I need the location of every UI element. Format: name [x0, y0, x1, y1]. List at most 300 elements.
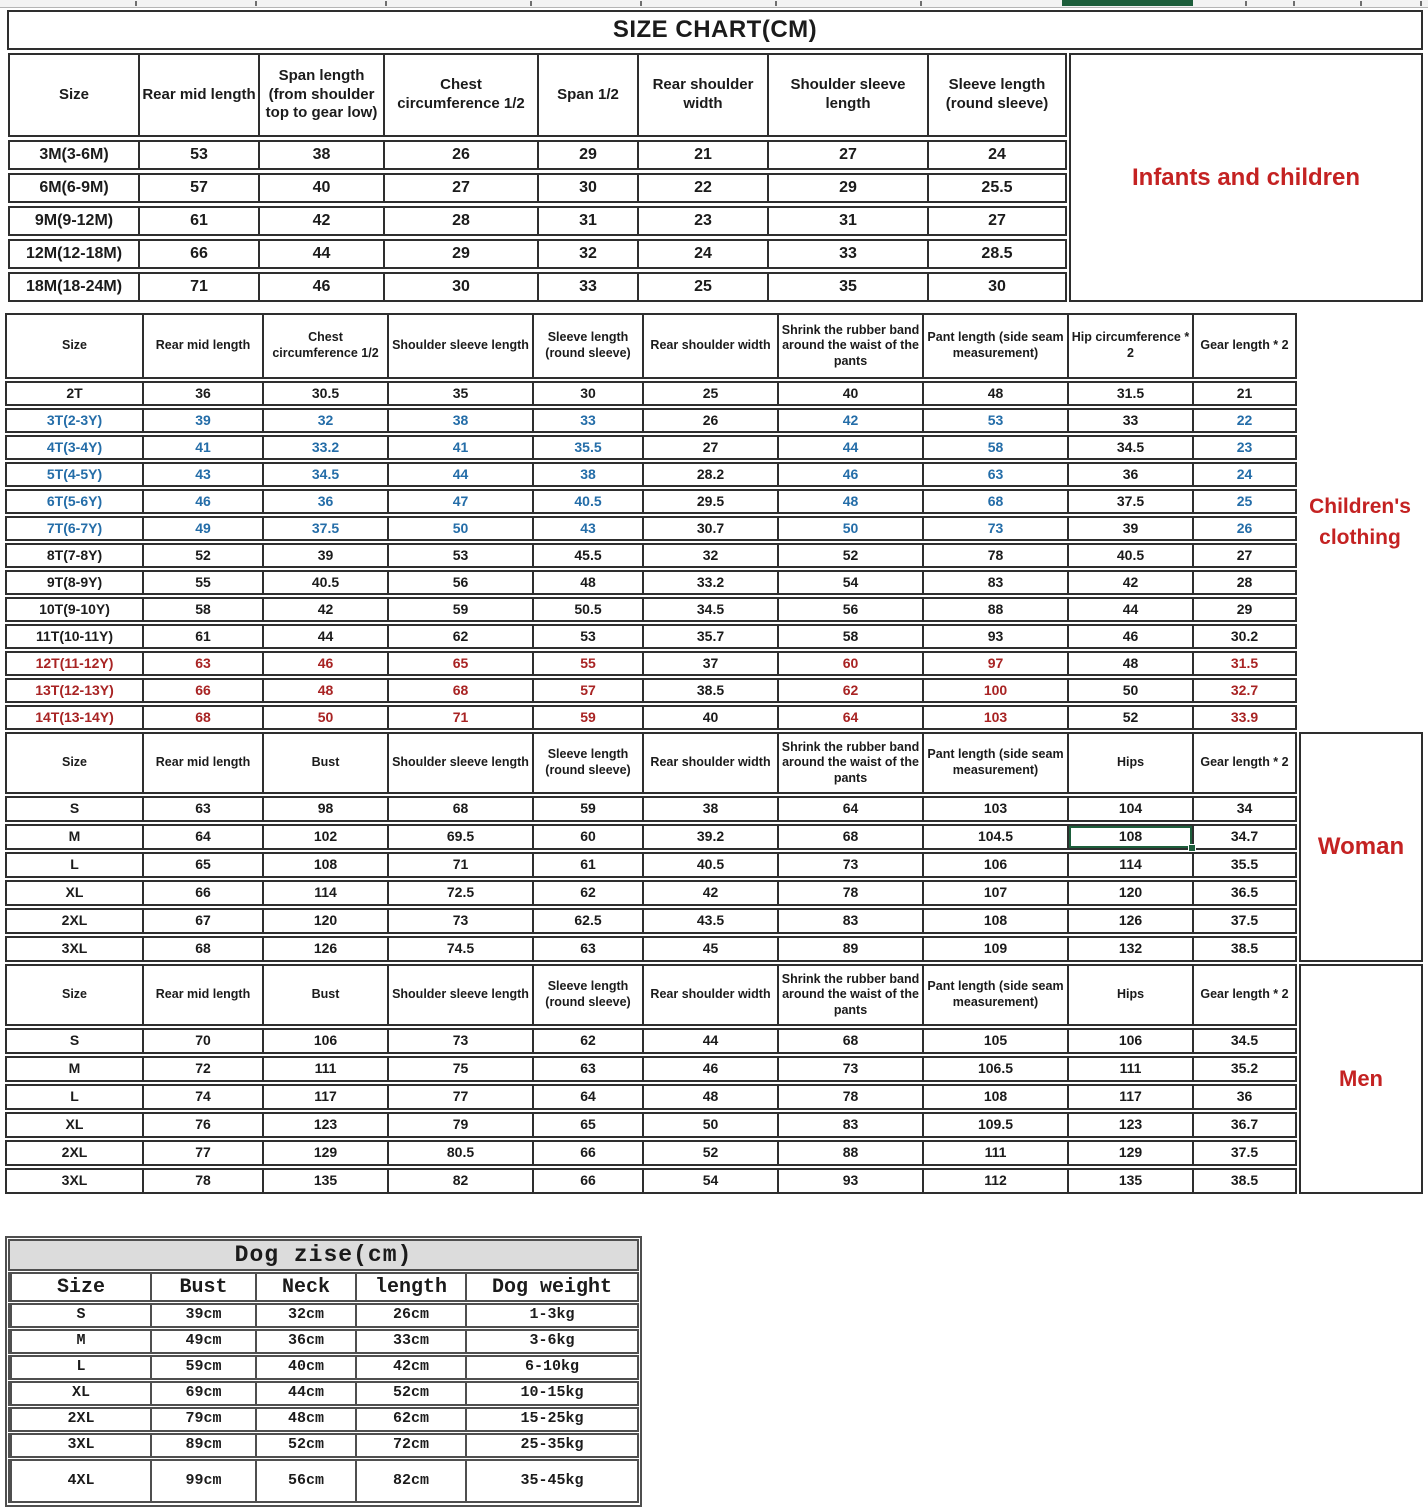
table-cell: 75 [387, 1058, 532, 1080]
table-cell: 61 [138, 208, 258, 234]
table-cell: 29 [537, 142, 637, 168]
table-cell: 59cm [150, 1357, 255, 1378]
table-cell: 129 [1067, 1142, 1192, 1164]
table-cell: 62 [777, 680, 922, 701]
row-size-label: 14T(13-14Y) [35, 708, 114, 725]
table-row [8, 173, 1067, 203]
column-header: Hips [1067, 966, 1192, 1024]
table-row [8, 239, 1067, 269]
table-cell: 31 [537, 208, 637, 234]
row-size-label: 13T(12-13Y) [35, 681, 114, 698]
table-cell: 59 [532, 707, 642, 728]
table-cell: 33.9 [1192, 707, 1295, 728]
table-cell: 38 [532, 464, 642, 485]
spreadsheet-grid-strip [0, 0, 1428, 8]
table-row [5, 852, 1297, 878]
table-cell: 30.2 [1192, 626, 1295, 647]
table-cell: 69cm [150, 1383, 255, 1404]
row-size-label: 5T(4-5Y) [46, 465, 103, 482]
column-header: Rear shoulder width [637, 55, 767, 135]
table-cell: 40.5 [262, 572, 387, 593]
table-cell: 82cm [355, 1461, 465, 1501]
table-cell: 48 [642, 1086, 777, 1108]
grid-tick [1245, 1, 1247, 6]
table-cell: 43.5 [642, 910, 777, 932]
woman-label: Woman [1299, 732, 1423, 962]
table-cell: 44 [777, 437, 922, 458]
table-row [8, 1407, 639, 1432]
column-header: Chest circumference 1/2 [383, 55, 537, 135]
column-header: Shrink the rubber band around the waist of the pants [777, 966, 922, 1024]
table-cell: 58 [777, 626, 922, 647]
table-cell: 126 [1067, 910, 1192, 932]
table-cell: 132 [1067, 938, 1192, 960]
table-cell: 38 [258, 142, 383, 168]
table-cell: 82 [387, 1170, 532, 1192]
table-cell: 114 [1067, 854, 1192, 876]
row-size-label: 10T(9-10Y) [39, 600, 110, 617]
table-cell: 93 [777, 1170, 922, 1192]
table-row [8, 1381, 639, 1406]
table-cell: 39 [1067, 518, 1192, 539]
table-cell: 104.5 [922, 826, 1067, 848]
table-cell: 42cm [355, 1357, 465, 1378]
table-cell: 58 [142, 599, 262, 620]
woman-size-table [5, 732, 1297, 964]
table-cell: 77 [387, 1086, 532, 1108]
table-cell: 39cm [150, 1305, 255, 1326]
table-cell: 47 [387, 491, 532, 512]
table-cell: 25 [637, 274, 767, 300]
row-size-label: 4T(3-4Y) [46, 438, 103, 455]
table-cell: 107 [922, 882, 1067, 904]
table-row [5, 462, 1297, 487]
row-size-label: XL [10, 1383, 150, 1404]
table-cell: 50 [642, 1114, 777, 1136]
table-cell: 83 [922, 572, 1067, 593]
column-header: length [355, 1274, 465, 1300]
table-cell: 27 [1192, 545, 1295, 566]
table-cell: 79cm [150, 1409, 255, 1430]
table-cell: 123 [1067, 1114, 1192, 1136]
table-cell: 50 [1067, 680, 1192, 701]
table-cell: 76 [142, 1114, 262, 1136]
table-cell: 53 [138, 142, 258, 168]
table-cell: 68 [387, 680, 532, 701]
row-size-label: S [69, 1032, 80, 1049]
table-cell: 89 [777, 938, 922, 960]
table-cell: 42 [262, 599, 387, 620]
column-header: Bust [262, 734, 387, 792]
table-row [5, 1056, 1297, 1082]
table-cell: 66 [138, 241, 258, 267]
table-cell: 74 [142, 1086, 262, 1108]
table-cell: 120 [1067, 882, 1192, 904]
table-cell: 56cm [255, 1461, 355, 1501]
table-cell: 108 [262, 854, 387, 876]
table-cell: 33.2 [642, 572, 777, 593]
table-cell: 88 [922, 599, 1067, 620]
table-cell: 25.5 [927, 175, 1065, 201]
header-row [8, 1272, 639, 1302]
column-header: Size [61, 338, 87, 353]
column-header: Rear shoulder width [642, 734, 777, 792]
column-header: Size [10, 1274, 150, 1300]
table-cell: 50 [387, 518, 532, 539]
table-cell: 38 [642, 798, 777, 820]
table-cell: 40 [642, 707, 777, 728]
grid-tick [255, 1, 257, 6]
column-header: Bust [150, 1274, 255, 1300]
column-header: Rear shoulder width [642, 966, 777, 1024]
table-row [5, 381, 1297, 406]
column-header: Span 1/2 [537, 55, 637, 135]
row-size-label: L [70, 1088, 79, 1105]
table-cell: 66 [532, 1142, 642, 1164]
table-cell: 40.5 [642, 854, 777, 876]
table-cell: 25-35kg [465, 1435, 637, 1456]
table-row [8, 1433, 639, 1458]
men-section [5, 964, 1423, 1196]
table-cell: 89cm [150, 1435, 255, 1456]
table-cell: 26 [383, 142, 537, 168]
table-cell: 100 [922, 680, 1067, 701]
row-size-label: 12T(11-12Y) [35, 654, 114, 671]
table-cell: 106 [262, 1030, 387, 1052]
table-cell: 52 [1067, 707, 1192, 728]
table-cell: 36cm [255, 1331, 355, 1352]
grid-tick [1360, 1, 1362, 6]
infants-section [8, 53, 1423, 305]
row-size-label: 12M(12-18M) [25, 245, 123, 262]
table-cell: 74.5 [387, 938, 532, 960]
table-cell: 50.5 [532, 599, 642, 620]
table-cell: 78 [922, 545, 1067, 566]
table-cell: 58 [922, 437, 1067, 458]
grid-tick [1293, 1, 1295, 6]
row-size-label: S [69, 800, 80, 817]
table-cell: 40cm [255, 1357, 355, 1378]
table-cell: 30 [927, 274, 1065, 300]
row-size-label: XL [65, 884, 84, 901]
table-cell: 33 [1067, 410, 1192, 431]
table-cell: 36 [142, 383, 262, 404]
table-cell: 68 [922, 491, 1067, 512]
table-cell: 112 [922, 1170, 1067, 1192]
grid-tick [530, 1, 532, 6]
table-cell: 32 [642, 545, 777, 566]
table-cell: 36.5 [1192, 882, 1295, 904]
column-header: Size [61, 755, 87, 770]
table-cell: 33 [537, 274, 637, 300]
table-cell: 60 [777, 653, 922, 674]
table-cell: 56 [387, 572, 532, 593]
column-header: Rear mid length [142, 315, 262, 377]
column-header: Sleeve length (round sleeve) [927, 55, 1065, 135]
table-cell: 63 [532, 1058, 642, 1080]
row-size-label: 2XL [61, 1144, 88, 1161]
table-cell: 24 [927, 142, 1065, 168]
table-cell: 105 [922, 1030, 1067, 1052]
table-title: Dog zise(cm) [8, 1239, 639, 1271]
column-header: Size [61, 987, 87, 1002]
table-cell: 88 [777, 1142, 922, 1164]
row-size-label: M [68, 828, 81, 845]
table-cell: 35-45kg [465, 1461, 637, 1501]
table-cell: 59 [532, 798, 642, 820]
table-cell: 111 [922, 1142, 1067, 1164]
table-cell: 27 [927, 208, 1065, 234]
table-cell: 108 [922, 1086, 1067, 1108]
table-row [5, 1168, 1297, 1194]
table-cell: 52 [777, 545, 922, 566]
table-row [5, 796, 1297, 822]
table-cell: 42 [777, 410, 922, 431]
table-cell: 111 [1067, 1058, 1192, 1080]
table-cell: 65 [142, 854, 262, 876]
table-cell: 73 [387, 910, 532, 932]
table-row [5, 1140, 1297, 1166]
table-row [5, 1112, 1297, 1138]
column-header: Gear length * 2 [1192, 966, 1295, 1024]
table-cell: 109 [922, 938, 1067, 960]
table-cell: 102 [262, 826, 387, 848]
table-cell: 31.5 [1067, 383, 1192, 404]
header-row [5, 732, 1297, 794]
table-cell: 53 [532, 626, 642, 647]
column-header: Rear mid length [138, 55, 258, 135]
table-cell: 71 [387, 854, 532, 876]
table-cell: 40.5 [1067, 545, 1192, 566]
table-cell: 64 [532, 1086, 642, 1108]
column-header: Hip circumference * 2 [1067, 315, 1192, 377]
table-row [5, 936, 1297, 962]
table-cell: 26 [642, 410, 777, 431]
table-cell: 123 [262, 1114, 387, 1136]
table-cell: 40.5 [532, 491, 642, 512]
table-cell: 135 [1067, 1170, 1192, 1192]
table-cell: 52 [142, 545, 262, 566]
table-cell: 97 [922, 653, 1067, 674]
column-header: Rear mid length [142, 966, 262, 1024]
table-cell: 34 [1192, 798, 1295, 820]
table-cell: 26cm [355, 1305, 465, 1326]
table-cell: 21 [1192, 383, 1295, 404]
table-cell: 53 [387, 545, 532, 566]
table-row [5, 824, 1297, 850]
table-cell: 63 [922, 464, 1067, 485]
table-cell: 42 [642, 882, 777, 904]
header-row [5, 964, 1297, 1026]
table-row [5, 678, 1297, 703]
table-cell: 27 [642, 437, 777, 458]
row-size-label: 9T(8-9Y) [46, 573, 103, 590]
row-size-label: 3XL [10, 1435, 150, 1456]
table-cell: 78 [777, 882, 922, 904]
table-cell: 48 [532, 572, 642, 593]
table-cell: 63 [142, 798, 262, 820]
column-header: Rear mid length [142, 734, 262, 792]
table-cell: 111 [262, 1058, 387, 1080]
table-cell: 80.5 [387, 1142, 532, 1164]
table-cell: 66 [532, 1170, 642, 1192]
table-cell: 43 [532, 518, 642, 539]
table-cell: 37.5 [1067, 491, 1192, 512]
header-row [5, 313, 1297, 379]
table-cell: 32 [537, 241, 637, 267]
table-cell: 40 [258, 175, 383, 201]
table-row [5, 880, 1297, 906]
table-cell: 64 [777, 707, 922, 728]
table-cell: 61 [142, 626, 262, 647]
table-cell: 28 [383, 208, 537, 234]
table-cell: 29 [383, 241, 537, 267]
grid-tick [920, 1, 922, 6]
table-cell: 24 [637, 241, 767, 267]
table-cell: 35 [387, 383, 532, 404]
table-cell: 106 [1067, 1030, 1192, 1052]
table-cell: 39 [262, 545, 387, 566]
row-size-label: 4XL [10, 1461, 150, 1501]
table-cell: 79 [387, 1114, 532, 1136]
children-section [5, 313, 1423, 732]
table-cell: 10-15kg [465, 1383, 637, 1404]
table-cell: 24 [1192, 464, 1295, 485]
table-cell: 67 [142, 910, 262, 932]
table-cell: 31 [767, 208, 927, 234]
table-cell: 62 [387, 626, 532, 647]
table-cell: 72cm [355, 1435, 465, 1456]
table-cell: 52cm [355, 1383, 465, 1404]
table-row [5, 543, 1297, 568]
row-size-label: 3XL [61, 940, 88, 957]
table-cell: 44 [1067, 599, 1192, 620]
children-label: Children's clothing [1309, 495, 1411, 549]
table-cell: 54 [777, 572, 922, 593]
table-cell: 129 [262, 1142, 387, 1164]
infants-label: Infants and children [1069, 53, 1423, 302]
column-header: Neck [255, 1274, 355, 1300]
grid-tick [775, 1, 777, 6]
table-cell: 43 [142, 464, 262, 485]
table-cell: 46 [1067, 626, 1192, 647]
table-cell: 65 [387, 653, 532, 674]
men-label: Men [1299, 964, 1423, 1194]
table-cell: 36.7 [1192, 1114, 1295, 1136]
table-cell: 30 [383, 274, 537, 300]
table-cell: 29 [1192, 599, 1295, 620]
table-row [8, 140, 1067, 170]
table-cell: 120 [262, 910, 387, 932]
table-row [8, 1329, 639, 1354]
table-cell: 50 [777, 518, 922, 539]
column-header: Sleeve length (round sleeve) [532, 734, 642, 792]
row-size-label: 7T(6-7Y) [46, 519, 103, 536]
grid-tick [385, 1, 387, 6]
column-header: Rear shoulder width [642, 315, 777, 377]
table-cell: 28.5 [927, 241, 1065, 267]
column-header: Bust [262, 966, 387, 1024]
table-cell: 46 [777, 464, 922, 485]
table-cell: 31.5 [1192, 653, 1295, 674]
table-cell: 55 [142, 572, 262, 593]
table-cell: 44 [258, 241, 383, 267]
table-cell: 135 [262, 1170, 387, 1192]
table-row [5, 408, 1297, 433]
table-row [5, 489, 1297, 514]
table-cell: 106 [922, 854, 1067, 876]
table-cell: 44 [262, 626, 387, 647]
table-cell: 36 [1192, 1086, 1295, 1108]
table-cell: 83 [777, 1114, 922, 1136]
column-header: Shoulder sleeve length [387, 315, 532, 377]
table-cell: 27 [767, 142, 927, 168]
table-cell: 44 [642, 1030, 777, 1052]
row-size-label: L [70, 856, 79, 873]
table-cell: 109.5 [922, 1114, 1067, 1136]
table-cell: 48 [922, 383, 1067, 404]
table-cell: 36 [262, 491, 387, 512]
row-size-label: 3T(2-3Y) [46, 411, 103, 428]
column-header: Shrink the rubber band around the waist of the pants [777, 315, 922, 377]
table-cell: 62 [532, 882, 642, 904]
table-cell: 114 [262, 882, 387, 904]
table-cell: 48 [777, 491, 922, 512]
table-cell: 28 [1192, 572, 1295, 593]
table-cell: 29 [767, 175, 927, 201]
column-header: Gear length * 2 [1192, 315, 1295, 377]
table-cell: 25 [1192, 491, 1295, 512]
table-cell: 54 [642, 1170, 777, 1192]
table-cell: 35.5 [1192, 854, 1295, 876]
dog-size-table [5, 1236, 642, 1507]
table-cell: 46 [142, 491, 262, 512]
table-cell: 62 [532, 1030, 642, 1052]
row-size-label: 9M(9-12M) [34, 212, 114, 229]
column-header: Hips [1067, 734, 1192, 792]
table-cell: 22 [1192, 410, 1295, 431]
grid-tick [135, 1, 137, 6]
table-cell: 6-10kg [465, 1357, 637, 1378]
infants-size-table [8, 53, 1067, 305]
table-cell: 26 [1192, 518, 1295, 539]
table-cell: 34.7 [1192, 826, 1295, 848]
table-cell: 68 [777, 826, 922, 848]
table-cell: 117 [1067, 1086, 1192, 1108]
table-cell: 53 [922, 410, 1067, 431]
children-size-table [5, 313, 1297, 732]
table-cell: 52cm [255, 1435, 355, 1456]
column-header: Size [58, 85, 89, 103]
table-row [5, 1084, 1297, 1110]
table-cell: 3-6kg [465, 1331, 637, 1352]
row-size-label: 11T(10-11Y) [35, 627, 114, 644]
table-cell: 38 [387, 410, 532, 431]
table-cell: 48cm [255, 1409, 355, 1430]
table-cell: 49 [142, 518, 262, 539]
table-cell: 117 [262, 1086, 387, 1108]
table-cell: 64 [142, 826, 262, 848]
table-cell: 1-3kg [465, 1305, 637, 1326]
table-row [8, 1459, 639, 1503]
table-cell: 62cm [355, 1409, 465, 1430]
table-row [5, 705, 1297, 730]
table-cell: 103 [922, 798, 1067, 820]
column-header: Pant length (side seam measurement) [922, 734, 1067, 792]
table-cell: 50 [262, 707, 387, 728]
table-cell: 34.5 [262, 464, 387, 485]
table-cell: 106.5 [922, 1058, 1067, 1080]
